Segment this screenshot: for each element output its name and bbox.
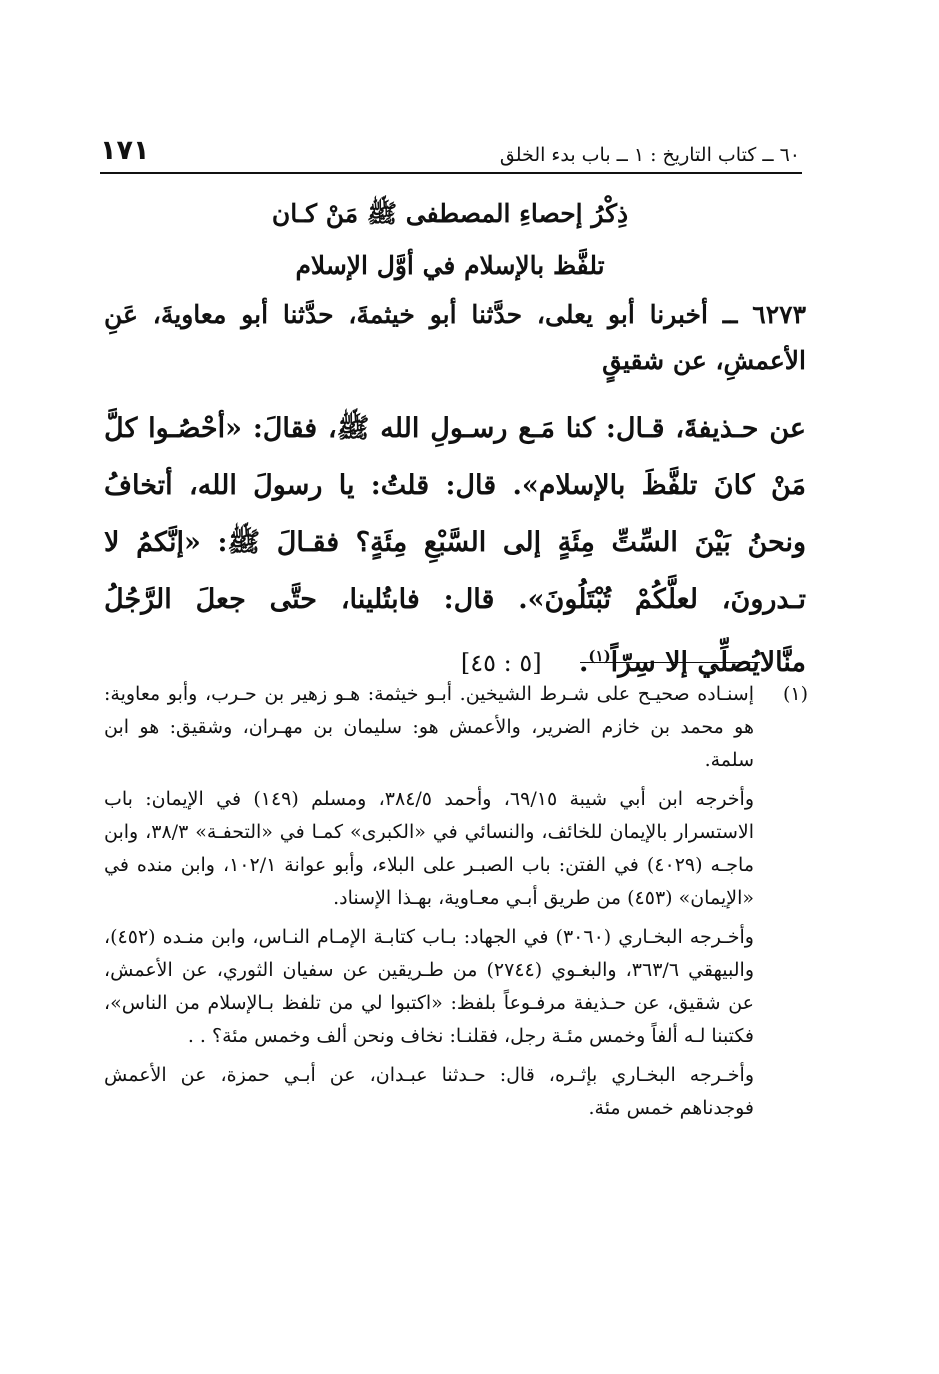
running-title: ٦٠ ــ كتاب التاريخ : ١ ــ باب بدء الخلق [499, 144, 800, 166]
chapter-heading-line-1: ذِكْرُ إحصاءِ المصطفى ﷺ مَنْ كـان [271, 199, 629, 228]
hadith-chain: ٦٢٧٣ ــ أخبرنا أبو يعلى، حدَّثنا أبو خيثمةَ، حدَّثنا أبو معاويةَ، عَنِ الأعمشِ، عن شقيقٍ [104, 300, 806, 375]
header-rule [100, 172, 802, 174]
footnotes [104, 678, 808, 1131]
footnote-rule [580, 662, 760, 663]
chapter-heading-line-2: تلفَّظ بالإسلام في أوَّل الإسلام [295, 251, 605, 280]
footnote-paragraph-4: وأخـرجه البخـاري بإثـره، قال: حـدثنا عبـدان، عن أبـي حمزة، عن الأعمش فوجدناهم خمس مئة. [104, 1064, 754, 1119]
footnote-text-1: إسنـاده صحيـح على شـرط الشيخين. أبـو خيثمة: هـو زهير بن حـرب، وأبو معاوية: هو محمد بن خازم الضرير، والأعمش هو: سليمان بن مهـران، وشقيق: هو ابن سلمة. [104, 683, 754, 771]
page-number: ١٧١ [100, 135, 150, 166]
hadith-body: عن حـذيفةَ، قـال: كنا مَـع رسـولِ الله ﷺ، فقالَ: «أحْصُـوا كلَّ مَنْ كانَ تلفَّظَ بالإسلام». قال: قلتُ: يا رسولَ الله، أتخافُ ونحنُ بَيْنَ السِّتِّ مِئَةٍ إلى السَّبْعِ مِئَةٍ؟ فقـالَ ﷺ: «إنَّكمُ لا تـدرونَ، لعلَّكُمْ تُبْتَلُونَ». قال: فابتُلينا، حتَّى جعلَ الرَّجُلُ منَّالايُصلِّي إلا سِرّاً$^{(١)}$. [٥ : ٤٥] [104, 413, 806, 678]
footnote-paragraph-2: وأخرجه ابن أبي شيبة ٦٩/١٥، وأحمد ٣٨٤/٥، ومسلم (١٤٩) في الإيمان: باب الاستسرار بالإيمان للخائف، والنسائي في «الكبرى» كمـا في «التحفـة» ٣٨/٣، وابن ماجـه (٤٠٢٩) في الفتن: باب الصبـر على البلاء، وأبو عوانة ١٠٢/١، وابن منده في «الإيمان» (٤٥٣) من طريق أبـي معـاوية، بهـذا الإسناد. [104, 788, 754, 909]
footnote-marker: (١) [782, 683, 808, 705]
footnote-reference: (١) [588, 647, 611, 665]
chapter-heading [140, 188, 760, 292]
hadith-text: عن حـذيفةَ، قـال: كنا مَـع رسـولِ الله ﷺ، فقالَ: «أحْصُـوا كلَّ مَنْ كانَ تلفَّظَ بالإسلام». قال: قلتُ: يا رسولَ الله، أتخافُ ونحنُ بَيْنَ السِّتِّ مِئَةٍ إلى السَّبْعِ مِئَةٍ؟ فقـالَ ﷺ: «إنَّكمُ لا تـدرونَ، لعلَّكُمْ تُبْتَلُونَ». قال: فابتُلينا، حتَّى جعلَ الرَّجُلُ منَّالايُصلِّي إلا سِرّاً [104, 413, 806, 678]
footnote-paragraph-3: وأخـرجه البخـاري (٣٠٦٠) في الجهاد: بـاب كتابـة الإمـام النـاس، وابن منـده (٤٥٢)، والبيهقي ٣٦٣/٦، والبغـوي (٢٧٤٤) من طـريقين عن سفيان الثوري، عن الأعمش، عن شقيق، عن حـذيفة مرفـوعاً بلفظ: «اكتبوا لي من تلفظ بـالإسلام من الناس»، فكتبنا لـه ألفاً وخمس مئـة رجل، فقلنـا: نخاف ونحن ألف وخمس مئة؟ . . [104, 926, 755, 1047]
cross-reference: [٥ : ٤٥] [460, 649, 542, 677]
footnote-paragraph-1 [104, 678, 808, 777]
running-header [100, 126, 800, 166]
